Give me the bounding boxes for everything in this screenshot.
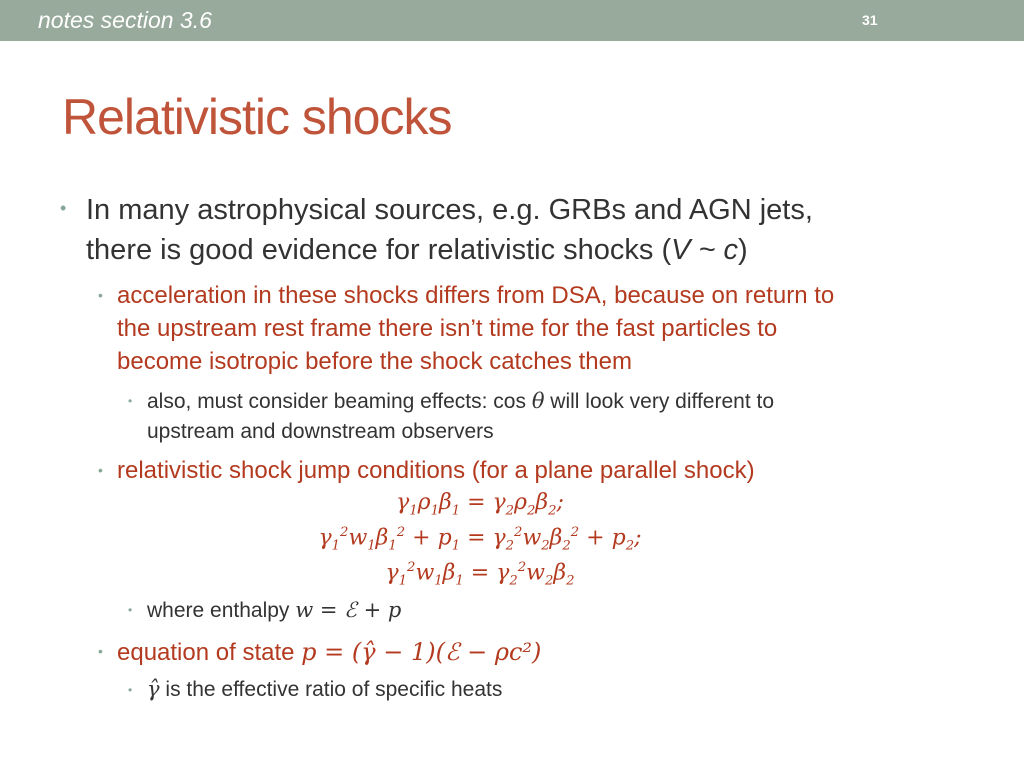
- sub-bullet-text: acceleration in these shocks differs from DSA, because on return to: [117, 282, 835, 309]
- sub-bullet-text: equation of state p = (γ̂ − 1)(ℰ − ρc²): [117, 638, 542, 666]
- sub-bullet-text: relativistic shock jump conditions (for a plane parallel shock): [117, 457, 755, 484]
- math-equation-of-state: p = (γ̂ − 1)(ℰ − ρc²): [301, 638, 542, 666]
- slide-title: Relativistic shocks: [62, 89, 452, 145]
- section-label: notes section 3.6: [38, 7, 212, 33]
- sub-sub-bullet-text: where enthalpy w = ℰ + p: [147, 598, 402, 622]
- sub-sub-bullet-text: also, must consider beaming effects: cos θ will look very different to: [147, 389, 775, 413]
- bullet-marker: •: [128, 394, 133, 408]
- math-v-c: V ~ c: [671, 234, 739, 266]
- sub-sub-bullet-text: γ̂ is the effective ratio of specific heats: [147, 677, 503, 701]
- bullet-marker: •: [98, 462, 103, 478]
- bullet-marker: •: [128, 603, 133, 617]
- sub-bullet-text: become isotropic before the shock catches them: [117, 348, 632, 375]
- math-gamma-hat: γ̂: [147, 677, 160, 701]
- bullet-text: there is good evidence for relativistic shocks (V ~ c): [86, 234, 748, 266]
- sub-bullet-text: the upstream rest frame there isn’t time for the fast particles to: [117, 315, 778, 342]
- equation-1: $\gamma_1\rho_1\beta_1 = \gamma_2\rho_2\beta_2$;: [396, 490, 564, 519]
- bullet-marker: •: [60, 198, 67, 218]
- sub-sub-bullet-text: upstream and downstream observers: [147, 420, 494, 443]
- page-number: 31: [862, 12, 878, 28]
- bullet-marker: •: [98, 643, 103, 659]
- equation-2: $\gamma_1^2w_1\beta_1^2 + p_1 = \gamma_2^2w_2\beta_2^2 + p_2$;: [318, 525, 642, 554]
- bullet-text: In many astrophysical sources, e.g. GRBs and AGN jets,: [86, 194, 813, 226]
- math-enthalpy: w = ℰ + p: [295, 598, 402, 622]
- bullet-marker: •: [98, 287, 103, 303]
- equation-3: $\gamma_1^2w_1\beta_1 = \gamma_2^2w_2\beta_2$: [385, 560, 575, 589]
- bullet-marker: •: [128, 683, 133, 697]
- header-bar: [0, 0, 1024, 41]
